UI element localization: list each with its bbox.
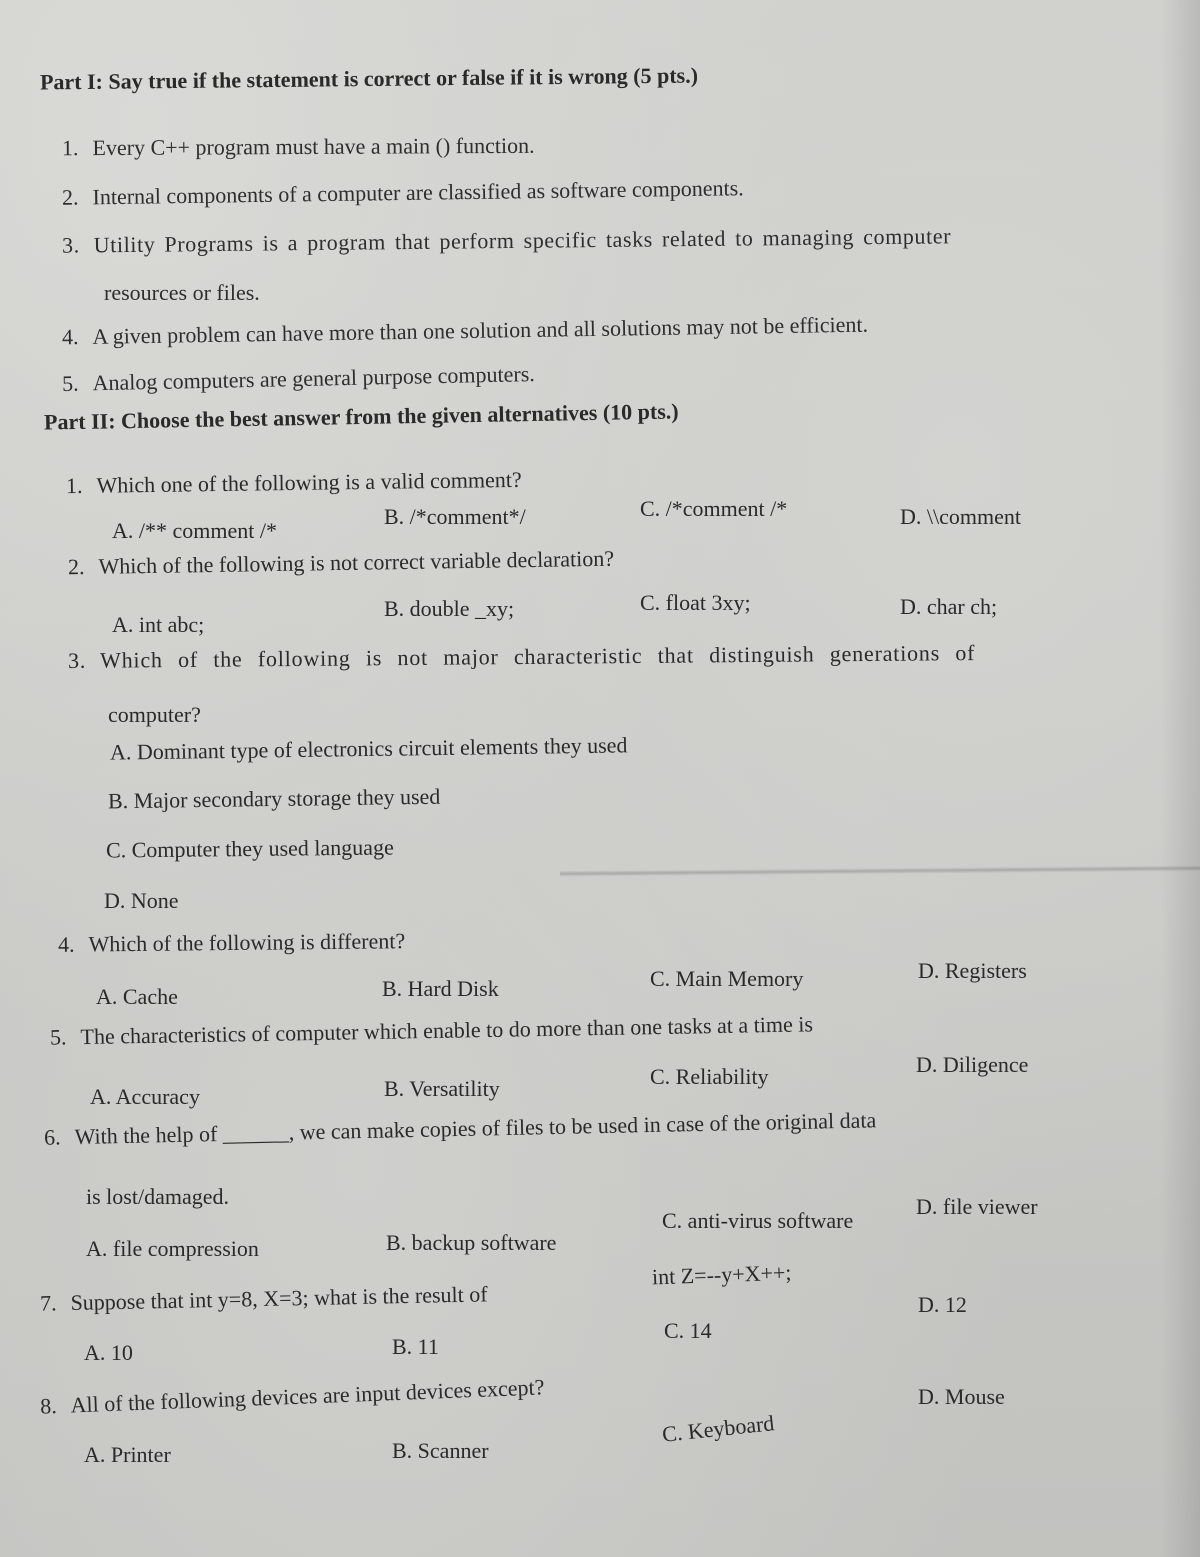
question-6 — [44, 1107, 877, 1150]
part1-statement-2 — [62, 175, 744, 211]
part1-statement-1 — [62, 133, 535, 161]
question-4 — [58, 928, 405, 958]
question-4-option-c[interactable]: C. Main Memory — [650, 966, 804, 991]
question-2-option-b[interactable]: B. double _xy; — [384, 596, 515, 621]
question-2 — [68, 546, 614, 581]
question-6-option-c[interactable]: C. anti-virus software — [662, 1208, 854, 1233]
part2-title: Part II: Choose the best answer from the given alternatives (10 pts.) — [43, 398, 679, 435]
question-num: 1. — [65, 472, 83, 499]
part1-statement-text: Internal components of a computer are classified as software components. — [92, 175, 744, 210]
question-num: 7. — [39, 1290, 57, 1316]
question-text: Which of the following is not correct variable declaration? — [98, 545, 615, 579]
question-2-option-d[interactable]: D. char ch; — [900, 594, 998, 619]
question-text: The characteristics of computer which enable to do more than one tasks at a time is — [80, 1011, 814, 1050]
part1-statement-num: 2. — [61, 184, 79, 210]
question-2-option-a[interactable]: A. int abc; — [112, 612, 205, 637]
question-num: 5. — [49, 1024, 67, 1050]
question-7-option-a[interactable]: A. 10 — [84, 1340, 133, 1365]
question-1-option-b[interactable]: B. /*comment*/ — [384, 504, 526, 529]
question-1-option-d[interactable]: D. \\comment — [900, 504, 1021, 529]
question-text: With the help of ______, we can make copies of files to be used in case of the original data — [74, 1107, 877, 1150]
question-num: 4. — [57, 931, 75, 957]
part1-statement-text: Analog computers are general purpose computers. — [92, 361, 535, 396]
question-1 — [66, 467, 522, 499]
question-6-cont: is lost/damaged. — [86, 1184, 229, 1209]
question-3-option-c[interactable]: C. Computer they used language — [105, 834, 394, 863]
question-text: Which one of the following is a valid comment? — [96, 466, 522, 498]
question-text: Suppose that int y=8, X=3; what is the result of — [70, 1281, 488, 1316]
question-4-option-b[interactable]: B. Hard Disk — [382, 976, 499, 1001]
question-7-option-c[interactable]: C. 14 — [664, 1318, 712, 1343]
question-text: All of the following devices are input devices except? — [70, 1374, 545, 1418]
question-text: Which of the following is different? — [88, 928, 406, 957]
part1-statement-3 — [62, 223, 951, 258]
part1-statement-text: Utility Programs is a program that perform specific tasks related to managing computer — [93, 223, 952, 258]
question-6-option-d[interactable]: D. file viewer — [916, 1194, 1038, 1219]
part1-statement-text: Every C++ program must have a main () function. — [92, 132, 535, 161]
page-shadow — [1160, 0, 1200, 1557]
question-num: 3. — [67, 647, 87, 673]
part1-title: Part I: Say true if the statement is correct or false if it is wrong (5 pts.) — [39, 62, 699, 95]
question-8-option-b[interactable]: B. Scanner — [392, 1438, 489, 1463]
question-1-option-c[interactable]: C. /*comment /* — [640, 496, 788, 521]
part1-statement-4 — [62, 312, 868, 351]
question-3-option-d[interactable]: D. None — [104, 888, 179, 913]
question-3-cont: computer? — [108, 702, 201, 727]
question-1-option-a[interactable]: A. /** comment /* — [112, 518, 277, 543]
part1-statement-num: 5. — [61, 370, 79, 396]
paper-fold — [560, 865, 1200, 877]
question-8-option-d[interactable]: D. Mouse — [918, 1384, 1005, 1409]
question-7-option-d[interactable]: D. 12 — [918, 1292, 967, 1317]
question-8-option-a[interactable]: A. Printer — [84, 1442, 171, 1467]
question-3-option-b[interactable]: B. Major secondary storage they used — [107, 783, 441, 814]
question-8-option-c[interactable]: C. Keyboard — [660, 1410, 776, 1447]
question-3-option-a[interactable]: A. Dominant type of electronics circuit elements they used — [109, 732, 628, 765]
question-8 — [40, 1374, 545, 1419]
question-4-option-a[interactable]: A. Cache — [96, 984, 178, 1009]
question-2-option-c[interactable]: C. float 3xy; — [640, 590, 751, 615]
question-7 — [40, 1281, 488, 1316]
part1-statement-num: 1. — [61, 135, 79, 161]
question-5-option-c[interactable]: C. Reliability — [650, 1064, 769, 1089]
question-6-option-a[interactable]: A. file compression — [86, 1236, 259, 1261]
part1-statement-text: A given problem can have more than one solution and all solutions may not be efficient. — [92, 311, 869, 349]
question-num: 2. — [67, 554, 85, 580]
question-num: 6. — [43, 1124, 61, 1150]
question-6-option-b[interactable]: B. backup software — [386, 1230, 557, 1255]
question-text: Which of the following is not major characteristic that distinguish generations of — [100, 640, 976, 673]
question-5-option-b[interactable]: B. Versatility — [384, 1076, 500, 1101]
question-5-option-a[interactable]: A. Accuracy — [90, 1084, 200, 1109]
question-7-option-b[interactable]: B. 11 — [392, 1334, 439, 1359]
question-num: 8. — [39, 1393, 58, 1419]
question-5 — [50, 1011, 813, 1050]
question-3 — [68, 640, 975, 674]
question-4-option-d[interactable]: D. Registers — [918, 958, 1027, 983]
question-7-code: int Z=--y+X++; — [651, 1259, 792, 1290]
part1-statement-num: 3. — [61, 232, 80, 258]
part1-statement-3-cont: resources or files. — [104, 280, 260, 305]
part1-statement-5 — [62, 361, 535, 397]
part1-statement-num: 4. — [61, 324, 79, 350]
question-5-option-d[interactable]: D. Diligence — [916, 1052, 1029, 1077]
